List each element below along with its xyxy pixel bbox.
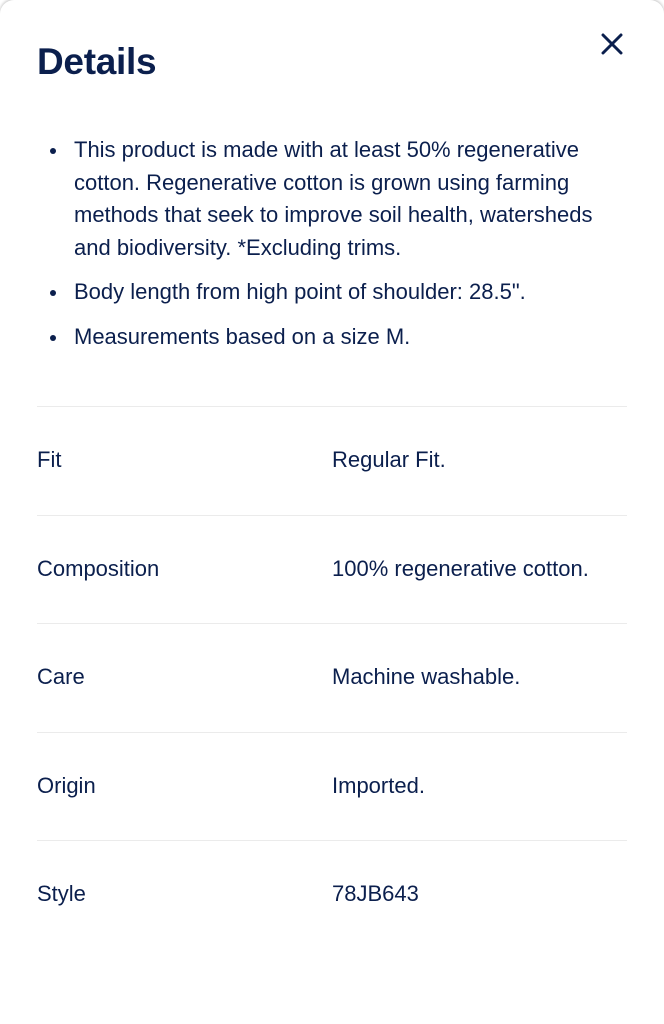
spec-label: Fit (37, 447, 62, 472)
spec-value: 100% regenerative cotton. (332, 555, 589, 581)
spec-label: Composition (37, 555, 160, 581)
spec-value: 78JB643 (332, 881, 419, 906)
list-item: Body length from high point of shoulder: 28.5". (37, 276, 627, 309)
spec-row-fit (37, 406, 627, 515)
spec-value: Imported. (332, 772, 425, 798)
spec-row-origin (37, 732, 627, 841)
spec-row-style (37, 840, 627, 949)
list-item: Measurements based on a size M. (37, 321, 627, 354)
page-title: Details (37, 41, 157, 82)
details-bullet-list (37, 134, 627, 365)
spec-value: Machine washable. (332, 664, 521, 689)
spec-label: Origin (37, 772, 96, 798)
close-button[interactable] (594, 26, 630, 62)
list-item: This product is made with at least 50% regenerative cotton. Regenerative cotton is grown using farming methods that seek to improve soil health, watersheds and biodiversity. *Excluding trims. (37, 134, 627, 264)
specs-table (37, 406, 627, 949)
spec-row-composition (37, 515, 627, 624)
spec-label: Style (37, 881, 86, 906)
spec-value: Regular Fit. (332, 447, 446, 472)
close-icon (601, 33, 623, 55)
spec-label: Care (37, 664, 85, 689)
spec-row-care (37, 623, 627, 732)
